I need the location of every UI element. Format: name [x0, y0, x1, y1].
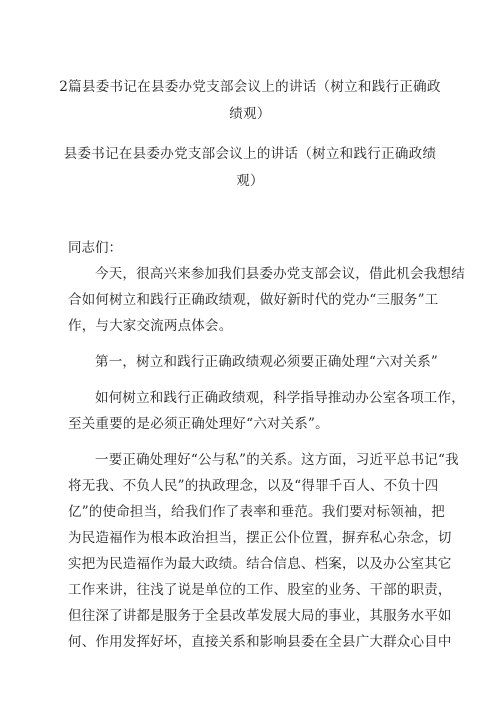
paragraph-line: 将无我、不负人民”的执政理念，以及“得罪千百人、不负十四 [68, 478, 439, 494]
title-line: 2篇县委书记在县委办党支部会议上的讲话（树立和践行正确政 [59, 79, 441, 95]
speech-title-line: 县委书记在县委办党支部会议上的讲话（树立和践行正确政绩 [63, 146, 437, 162]
paragraph-line: 至关重要的是必须正确处理好“六对关系”。 [68, 416, 329, 432]
paragraph-line: 第一，树立和践行正确政绩观必须要正确处理“六对关系” [95, 354, 439, 370]
paragraph-line: 亿”的使命担当，给我们作了表率和垂范。我们要对标领袖，把 [68, 504, 446, 520]
speech-title [0, 141, 500, 195]
greeting: 同志们： [68, 240, 122, 256]
paragraph-line: 合如何树立和践行正确政绩观，做好新时代的党办“三服务”工 [68, 292, 439, 308]
paragraph-line: 如何树立和践行正确政绩观，科学指导推动办公室各项工作， [95, 390, 465, 406]
paragraph-line: 实把为民造福作为最大政绩。结合信息、档案，以及办公室其它 [68, 556, 452, 572]
document-title [0, 74, 500, 128]
paragraph-line: 一要正确处理好“公与私”的关系。这方面，习近平总书记“我 [95, 452, 459, 468]
section-heading [68, 349, 439, 375]
speech-title-line: 观） [236, 173, 264, 189]
paragraph [68, 261, 465, 339]
paragraph-line: 何、作用发挥好坏，直接关系和影响县委在全县广大群众心目中 [68, 634, 452, 650]
paragraph-line: 工作来讲，往浅了说是单位的工作、股室的业务、干部的职责， [68, 582, 452, 598]
paragraph-line: 为民造福作为根本政治担当，摆正公仆位置，摒弃私心杂念，切 [68, 530, 452, 546]
speech-body [68, 261, 465, 665]
paragraph [68, 447, 459, 655]
paragraph-line: 作，与大家交流两点体会。 [68, 318, 233, 334]
paragraph-line: 但往深了讲都是服务于全县改革发展大局的事业，其服务水平如 [68, 608, 452, 624]
paragraph-line: 今天，很高兴来参加我们县委办党支部会议，借此机会我想结 [95, 266, 465, 282]
title-line: 绩观） [229, 106, 271, 122]
paragraph [68, 385, 465, 437]
